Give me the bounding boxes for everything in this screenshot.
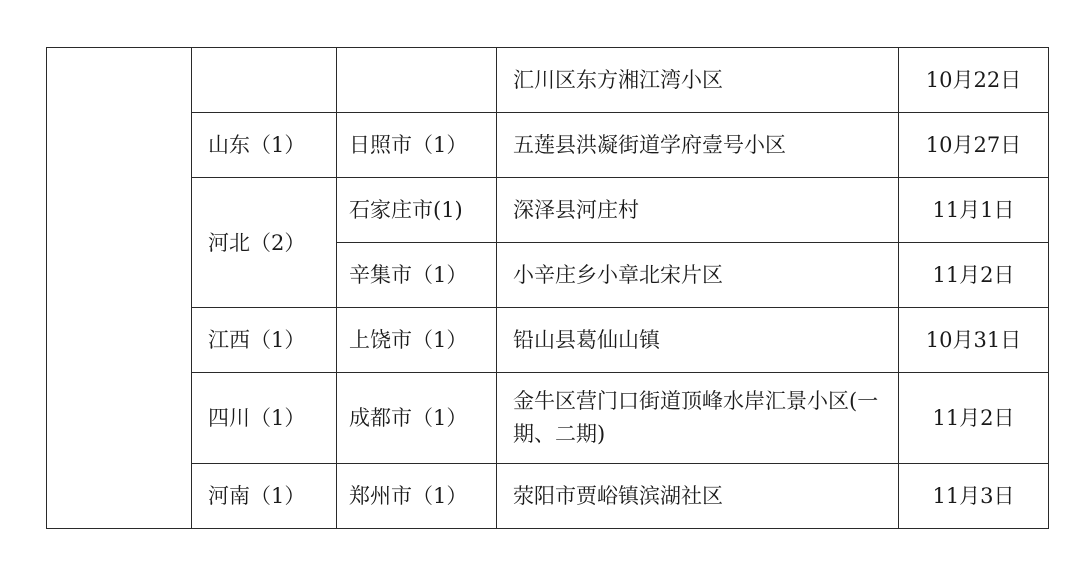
province-cell: 河北（2） <box>192 178 337 308</box>
city-cell: 石家庄市(1) <box>337 178 497 243</box>
table-row <box>47 464 1049 529</box>
table-row <box>47 113 1049 178</box>
province-cell: 江西（1） <box>192 308 337 373</box>
city-cell: 辛集市（1） <box>337 243 497 308</box>
table-row <box>47 373 1049 464</box>
date-cell: 10月27日 <box>899 113 1049 178</box>
date-cell: 10月31日 <box>899 308 1049 373</box>
location-cell: 五莲县洪凝街道学府壹号小区 <box>497 113 899 178</box>
date-cell: 11月2日 <box>899 373 1049 464</box>
location-cell: 汇川区东方湘江湾小区 <box>497 48 899 113</box>
city-cell: 郑州市（1） <box>337 464 497 529</box>
city-cell: 成都市（1） <box>337 373 497 464</box>
province-cell: 四川（1） <box>192 373 337 464</box>
region-cell <box>47 48 192 529</box>
location-cell: 铅山县葛仙山镇 <box>497 308 899 373</box>
province-cell <box>192 48 337 113</box>
table-row <box>47 178 1049 243</box>
date-cell: 11月1日 <box>899 178 1049 243</box>
location-cell: 金牛区营门口街道顶峰水岸汇景小区(一期、二期) <box>497 373 899 464</box>
date-cell: 11月3日 <box>899 464 1049 529</box>
case-location-table <box>46 47 1049 529</box>
province-cell: 河南（1） <box>192 464 337 529</box>
province-cell: 山东（1） <box>192 113 337 178</box>
city-cell: 日照市（1） <box>337 113 497 178</box>
city-cell <box>337 48 497 113</box>
city-cell: 上饶市（1） <box>337 308 497 373</box>
table-row <box>47 48 1049 113</box>
location-cell: 小辛庄乡小章北宋片区 <box>497 243 899 308</box>
table-row <box>47 308 1049 373</box>
date-cell: 10月22日 <box>899 48 1049 113</box>
date-cell: 11月2日 <box>899 243 1049 308</box>
location-cell: 荥阳市贾峪镇滨湖社区 <box>497 464 899 529</box>
location-cell: 深泽县河庄村 <box>497 178 899 243</box>
